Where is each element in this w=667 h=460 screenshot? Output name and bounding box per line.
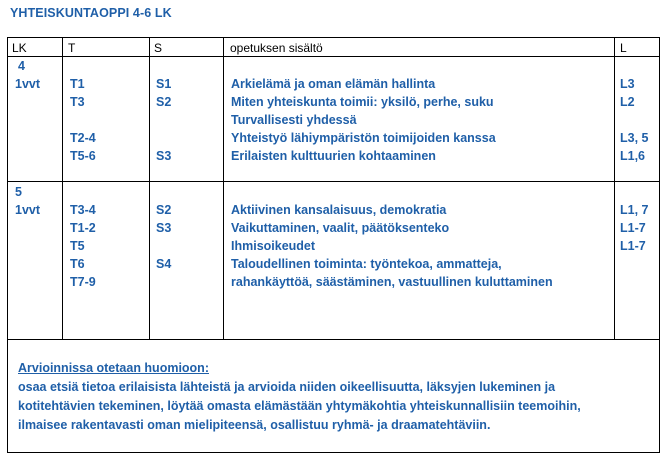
grade4-content-row: Turvallisesti yhdessä xyxy=(231,113,357,127)
col-divider-t xyxy=(62,38,63,339)
header-content: opetuksen sisältö xyxy=(230,41,323,55)
grade5-content-row: Vaikuttaminen, vaalit, päätöksenteko xyxy=(231,221,450,235)
grade5-l-row: L1-7 xyxy=(620,239,646,253)
grade4-lk-1: 4 xyxy=(18,59,25,73)
col-divider-l xyxy=(614,38,615,339)
grade-divider xyxy=(8,181,659,182)
grade5-l-row: L1-7 xyxy=(620,221,646,235)
grade5-s-row: S2 xyxy=(156,203,172,217)
col-divider-s xyxy=(149,38,150,339)
assessment-line: ilmaisee rakentavasti oman mielipiteensä, osallistuu ryhmä- ja draamatehtäviin. xyxy=(18,418,491,432)
grade4-l-row: L3, 5 xyxy=(620,131,649,145)
header-t: T xyxy=(68,41,76,55)
grade5-lk-1: 5 xyxy=(15,185,22,199)
grade4-t-row: T3 xyxy=(70,95,85,109)
col-divider-content xyxy=(223,38,224,339)
grade5-t-row: T6 xyxy=(70,257,85,271)
footer-divider xyxy=(8,339,659,340)
grade5-t-row: T3-4 xyxy=(70,203,96,217)
grade4-content-row: Yhteistyö lähiympäristön toimijoiden kanssa xyxy=(231,131,496,145)
grade4-l-row: L1,6 xyxy=(620,149,646,163)
header-divider xyxy=(8,56,659,57)
header-s: S xyxy=(154,41,163,55)
grade4-t-row: T2-4 xyxy=(70,131,96,145)
grade4-content-row: Erilaisten kulttuurien kohtaaminen xyxy=(231,149,436,163)
grade4-s-row: S1 xyxy=(156,77,172,91)
grade4-content-row: Arkielämä ja oman elämän hallinta xyxy=(231,77,436,91)
grade4-l-row: L2 xyxy=(620,95,635,109)
grade4-content-row: Miten yhteiskunta toimii: yksilö, perhe, suku xyxy=(231,95,494,109)
grade4-t-row: T5-6 xyxy=(70,149,96,163)
assessment-line: kotitehtävien tekeminen, löytää omasta elämästään yhtymäkohtia yhteiskunnallisiin teemoihin, xyxy=(18,399,581,413)
grade5-content-row: Aktiivinen kansalaisuus, demokratia xyxy=(231,203,447,217)
header-l: L xyxy=(620,41,627,55)
grade5-content-row: rahankäyttöä, säästäminen, vastuullinen kuluttaminen xyxy=(231,275,553,289)
grade4-l-row: L3 xyxy=(620,77,635,91)
grade5-t-row: T7-9 xyxy=(70,275,96,289)
document-title: YHTEISKUNTAOPPI 4-6 LK xyxy=(10,6,172,20)
assessment-heading: Arvioinnissa otetaan huomioon: xyxy=(18,361,209,375)
grade5-t-row: T5 xyxy=(70,239,85,253)
grade5-content-row: Taloudellinen toiminta: työntekoa, ammatteja, xyxy=(231,257,502,271)
grade5-s-row: S4 xyxy=(156,257,172,271)
grade4-s-row: S3 xyxy=(156,149,172,163)
grade5-t-row: T1-2 xyxy=(70,221,96,235)
grade4-lk-2: 1vvt xyxy=(15,77,41,91)
assessment-section xyxy=(18,359,581,435)
header-lk: LK xyxy=(12,41,27,55)
grade4-t-row: T1 xyxy=(70,77,85,91)
grade5-lk-2: 1vvt xyxy=(15,203,41,217)
assessment-line: osaa etsiä tietoa erilaisista lähteistä ja arvioida niiden oikeellisuutta, läksyjen lukeminen ja xyxy=(18,380,556,394)
grade4-s-row: S2 xyxy=(156,95,172,109)
curriculum-table xyxy=(7,37,660,453)
grade5-s-row: S3 xyxy=(156,221,172,235)
grade5-l-row: L1, 7 xyxy=(620,203,649,217)
grade5-content-row: Ihmisoikeudet xyxy=(231,239,316,253)
